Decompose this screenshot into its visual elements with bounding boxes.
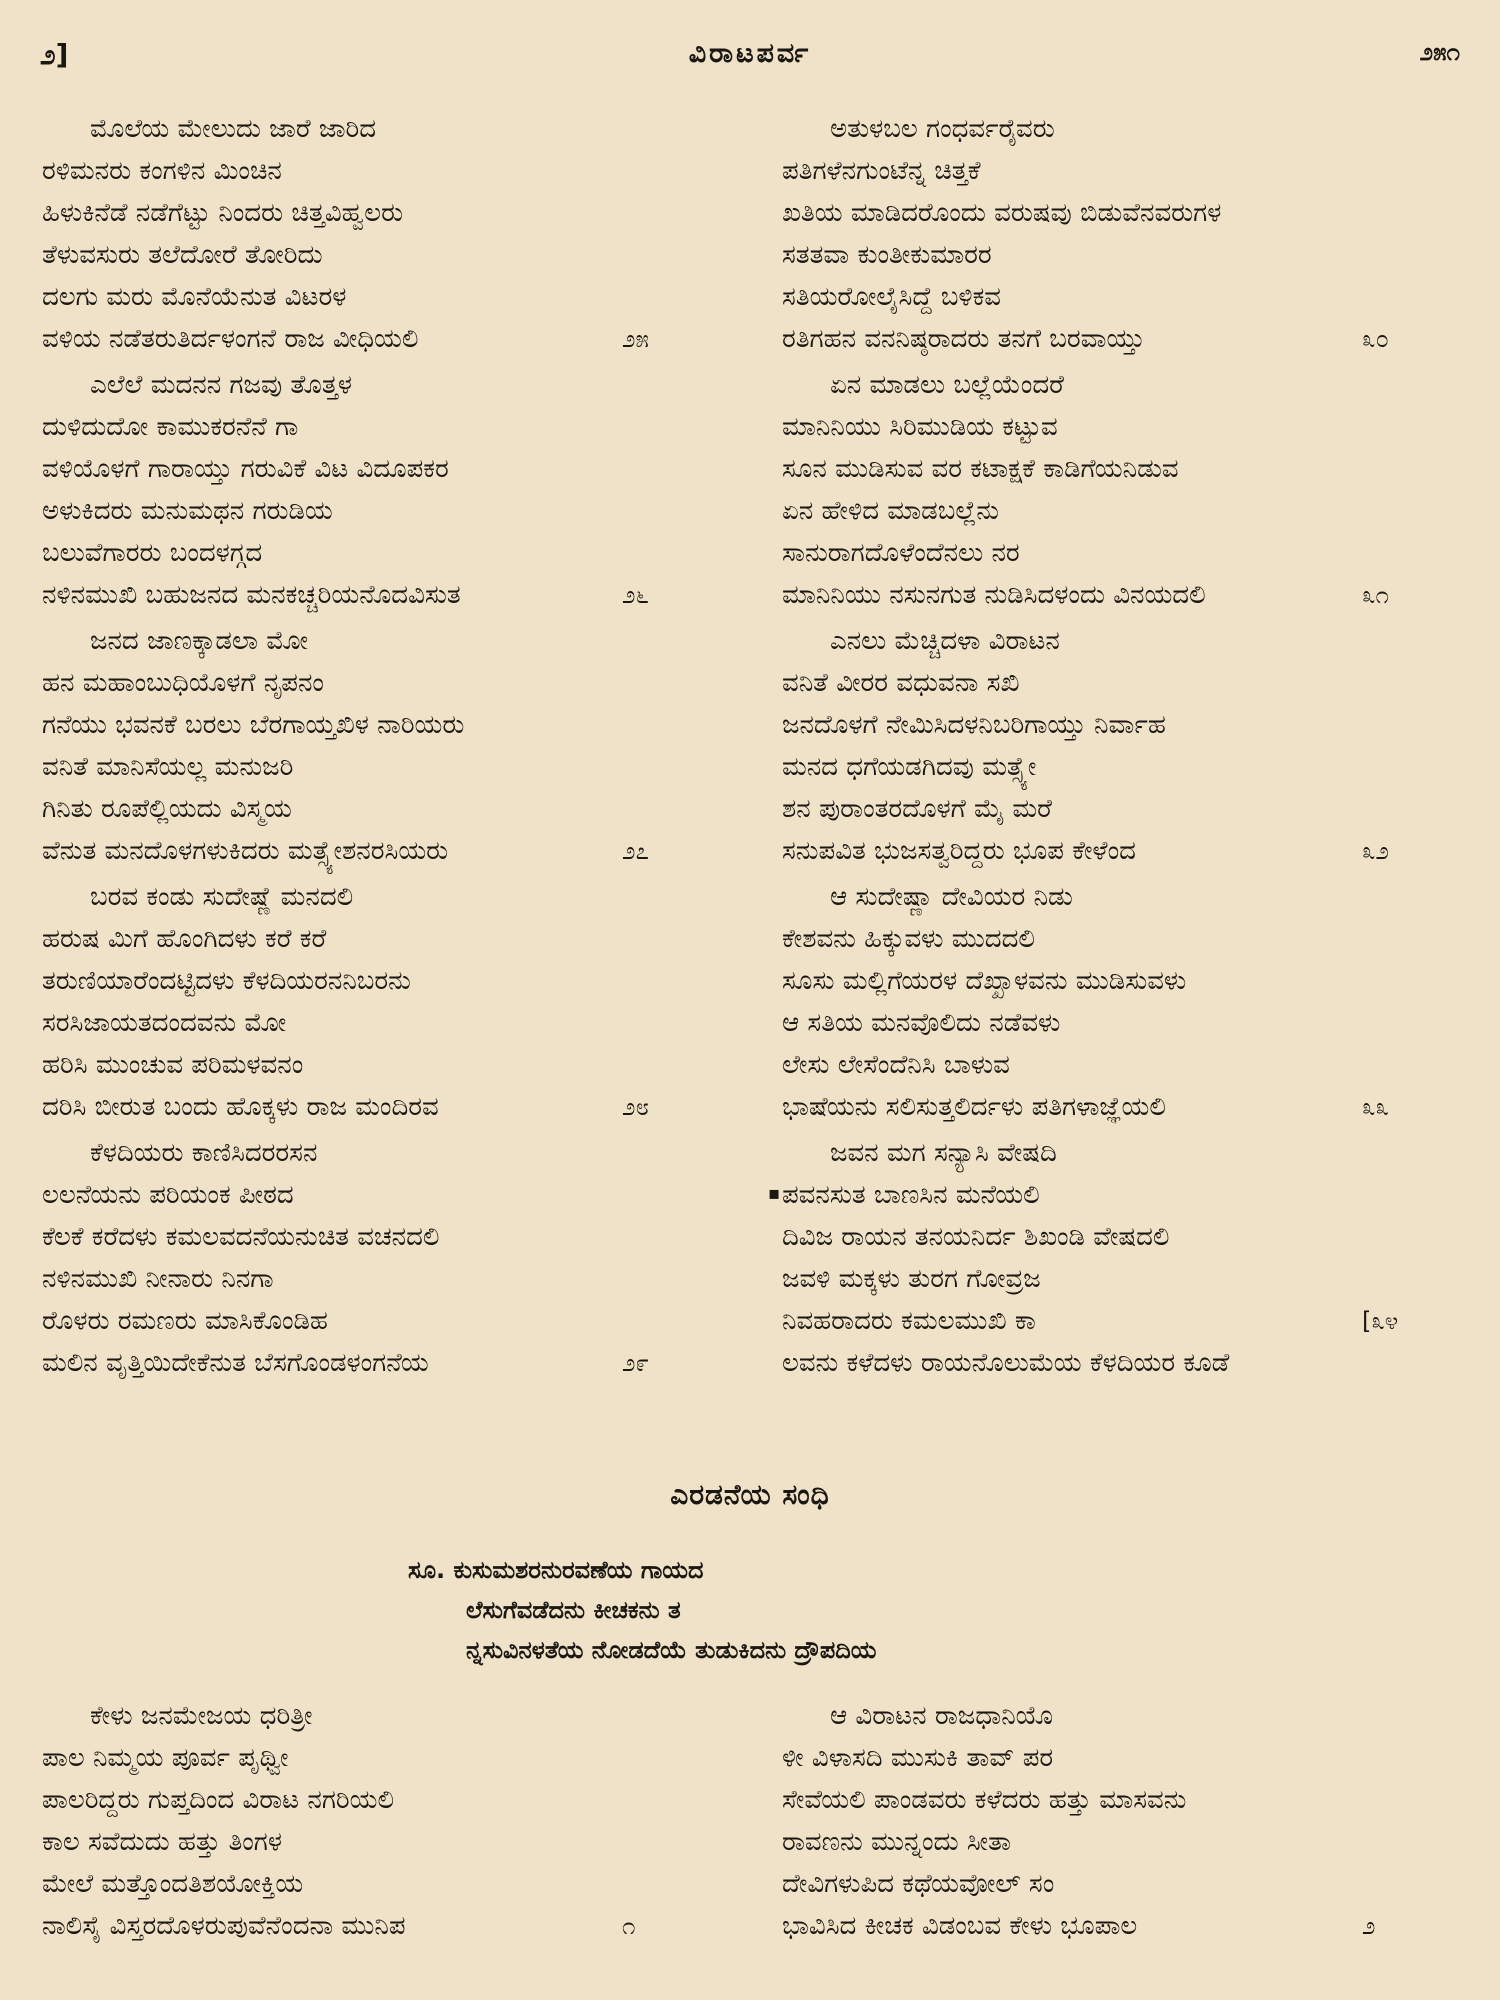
verse-text: ಬಲುವೆಗಾರರು ಬಂದಳಗ್ಗದ bbox=[42, 538, 263, 568]
verse-line bbox=[782, 1044, 1462, 1086]
verse-line bbox=[782, 108, 1462, 150]
verse-stanza bbox=[782, 876, 1462, 1128]
verse-text: ಪತಿಗಳೆನಗುಂಟೆನ್ನ ಚಿತ್ತಕೆ bbox=[782, 156, 981, 186]
verse-line bbox=[42, 1258, 722, 1300]
verse-line bbox=[782, 876, 1462, 918]
verse-line bbox=[782, 1695, 1462, 1737]
verse-line bbox=[42, 1821, 722, 1863]
verse-text: ಸೂಸು ಮಲ್ಲಿಗೆಯರಳ ದೆಖ್ಖಾಳವನು ಮುಡಿಸುವಳು bbox=[782, 966, 1187, 996]
verse-line bbox=[782, 532, 1462, 574]
verse-text: ನಳಿನಮುಖಿ ಬಹುಜನದ ಮನಕಚ್ಚರಿಯನೊದವಿಸುತ bbox=[42, 580, 461, 610]
verse-text: ರೊಳರು ರಮಣರು ಮಾಸಿಕೊಂಡಿಹ bbox=[42, 1306, 328, 1336]
verse-line bbox=[42, 318, 722, 360]
verse-line bbox=[782, 830, 1462, 872]
sutra-line: ಲೆಸುಗೆವಡೆದನು ಕೀಚಕನು ತ bbox=[466, 1596, 681, 1624]
verse-text: ಮಲಿನ ವೃತ್ತಿಯಿದೇಕೆನುತ ಬೆಸಗೊಂಡಳಂಗನೆಯ bbox=[42, 1348, 429, 1378]
verse-text: ಲೇಸು ಲೇಸೆಂದೆನಿಸಿ ಬಾಳುವ bbox=[782, 1050, 1010, 1080]
verse-line bbox=[782, 1300, 1462, 1342]
verse-line bbox=[782, 364, 1462, 406]
verse-text: ಲವನು ಕಳೆದಳು ರಾಯನೊಲುಮೆಯ ಕೆಳದಿಯರ ಕೂಡೆ bbox=[782, 1348, 1230, 1378]
verse-line bbox=[42, 490, 722, 532]
sutra-verse bbox=[408, 1550, 1168, 1670]
verse-text: ಅಳುಕಿದರು ಮನುಮಥನ ಗರುಡಿಯ bbox=[42, 496, 333, 526]
top-left-column bbox=[42, 108, 722, 1388]
verse-text: ಜವಳಿ ಮಕ್ಕಳು ತುರಗ ಗೋವ್ರಜ bbox=[782, 1264, 1041, 1294]
verse-text: ಮಾನಿನಿಯು ನಸುನಗುತ ನುಡಿಸಿದಳಂದು ವಿನಯದಲಿ bbox=[782, 580, 1206, 610]
verse-text: ಏನ ಹೇಳಿದ ಮಾಡಬಲ್ಲೆನು bbox=[782, 496, 1000, 526]
verse-stanza bbox=[782, 620, 1462, 872]
verse-line bbox=[782, 318, 1462, 360]
verse-line bbox=[782, 490, 1462, 532]
verse-line bbox=[782, 1258, 1462, 1300]
verse-text: ಸಾನುರಾಗದೊಳೆಂದೆನಲು ನರ bbox=[782, 538, 1020, 568]
verse-line bbox=[42, 276, 722, 318]
verse-text: ಎಲೆಲೆ ಮದನನ ಗಜವು ತೊತ್ತಳ bbox=[90, 370, 352, 400]
sandhi-title: ಎರಡನೆಯ ಸಂಧಿ bbox=[670, 1478, 830, 1511]
verse-stanza bbox=[782, 108, 1462, 360]
verse-number: [೩೪ bbox=[1362, 1307, 1399, 1335]
verse-text: ನಿವಹರಾದರು ಕಮಲಮುಖಿ ಕಾ bbox=[782, 1306, 1036, 1336]
verse-text: ಎನಲು ಮೆಚ್ಚಿದಳಾ ವಿರಾಟನ bbox=[830, 626, 1060, 656]
verse-stanza bbox=[42, 1132, 722, 1384]
verse-line bbox=[42, 574, 722, 616]
verse-stanza bbox=[782, 364, 1462, 616]
verse-line bbox=[42, 364, 722, 406]
verse-line bbox=[42, 532, 722, 574]
verse-text: ವನಿತೆ ಮಾನಿಸೆಯಲ್ಲ ಮನುಜರಿ bbox=[42, 752, 294, 782]
verse-line bbox=[782, 704, 1462, 746]
verse-line bbox=[42, 1863, 722, 1905]
verse-line bbox=[782, 960, 1462, 1002]
verse-number: ೨೭ bbox=[622, 837, 649, 865]
verse-line bbox=[782, 1086, 1462, 1128]
verse-line bbox=[782, 1821, 1462, 1863]
verse-text: ಜವನ ಮಗ ಸನ್ಯಾಸಿ ವೇಷದಿ bbox=[830, 1138, 1057, 1168]
verse-text: ಕೇಶವನು ಹಿಕ್ಕುವಳು ಮುದದಲಿ bbox=[782, 924, 1035, 954]
verse-line bbox=[782, 448, 1462, 490]
verse-text: ಸೇವೆಯಲಿ ಪಾಂಡವರು ಕಳೆದರು ಹತ್ತು ಮಾಸವನು bbox=[782, 1785, 1187, 1815]
verse-line bbox=[782, 662, 1462, 704]
verse-text: ದಿವಿಜ ರಾಯನ ತನಯನಿರ್ದ ಶಿಖಂಡಿ ವೇಷದಲಿ bbox=[782, 1222, 1170, 1252]
verse-line bbox=[42, 662, 722, 704]
sutra-line: ಸೂ. ಕುಸುಮಶರನುರವಣೆಯ ಗಾಯದ bbox=[408, 1556, 704, 1584]
verse-line bbox=[42, 1002, 722, 1044]
verse-text: ಮನದ ಧಗೆಯಡಗಿದವು ಮತ್ಸ್ಯೇ bbox=[782, 752, 1037, 782]
verse-line bbox=[782, 1905, 1462, 1947]
verse-text: ಕಾಲ ಸವೆದುದು ಹತ್ತು ತಿಂಗಳ bbox=[42, 1827, 282, 1857]
verse-text: ಆ ವಿರಾಟನ ರಾಜಧಾನಿಯೊ bbox=[830, 1701, 1054, 1731]
verse-text: ಗನೆಯು ಭವನಕೆ ಬರಲು ಬೆರಗಾಯ್ತಖಿಳ ನಾರಿಯರು bbox=[42, 710, 465, 740]
verse-line bbox=[782, 406, 1462, 448]
verse-line bbox=[42, 1216, 722, 1258]
verse-text: ಜನದೊಳಗೆ ನೇಮಿಸಿದಳನಿಬರಿಗಾಯ್ತು ನಿರ್ವಾಹ bbox=[782, 710, 1166, 740]
verse-text: ವಳಿಯ ನಡೆತರುತಿರ್ದಳಂಗನೆ ರಾಜ ವೀಧಿಯಲಿ bbox=[42, 324, 419, 354]
verse-text: ಕೆಳದಿಯರು ಕಾಣಿಸಿದರರಸನ bbox=[90, 1138, 318, 1168]
verse-text: ವಳಿಯೊಳಗೆ ಗಾರಾಯ್ತು ಗರುವಿಕೆ ವಿಟ ವಿದೂಪಕರ bbox=[42, 454, 449, 484]
verse-text: ಹರುಷ ಮಿಗೆ ಹೊಂಗಿದಳು ಕರೆ ಕರೆ bbox=[42, 924, 327, 954]
verse-text: ಅತುಳಬಲ ಗಂಧರ್ವರೈವರು bbox=[830, 114, 1055, 144]
verse-text: ಆ ಸತಿಯ ಮನವೊಲಿದು ನಡೆವಳು bbox=[782, 1008, 1061, 1038]
verse-text: ಖತಿಯ ಮಾಡಿದರೊಂದು ವರುಷವು ಬಿಡುವೆನವರುಗಳ bbox=[782, 198, 1222, 228]
verse-line bbox=[42, 1300, 722, 1342]
top-right-column bbox=[782, 108, 1462, 1388]
verse-line bbox=[42, 620, 722, 662]
verse-text: ಭಾವಿಸಿದ ಕೀಚಕ ವಿಡಂಬವ ಕೇಳು ಭೂಪಾಲ bbox=[782, 1911, 1138, 1941]
verse-line bbox=[42, 1086, 722, 1128]
verse-line bbox=[42, 876, 722, 918]
verse-text: ಹಿಳುಕಿನೆಡೆ ನಡೆಗೆಟ್ಟು ನಿಂದರು ಚಿತ್ತವಿಹ್ವಲರು bbox=[42, 198, 404, 228]
verse-text: ಹರಿಸಿ ಮುಂಚುವ ಪರಿಮಳವನಂ bbox=[42, 1050, 304, 1080]
page-number: ೨೫೧ bbox=[1419, 38, 1460, 66]
verse-line bbox=[42, 746, 722, 788]
verse-line bbox=[782, 788, 1462, 830]
verse-text: ಮೇಲೆ ಮತ್ತೊಂದತಿಶಯೋಕ್ತಿಯ bbox=[42, 1869, 304, 1899]
verse-text: ತರುಣಿಯಾರೆಂದಟ್ಟಿದಳು ಕೆಳದಿಯರನನಿಬರನು bbox=[42, 966, 411, 996]
verse-line bbox=[42, 788, 722, 830]
verse-number: ೩೧ bbox=[1362, 581, 1389, 609]
verse-text: ಸತಿಯರೋಲೈಸಿದ್ದೆ ಬಳಿಕವ bbox=[782, 282, 1001, 312]
verse-line bbox=[42, 918, 722, 960]
verse-stanza bbox=[42, 108, 722, 360]
verse-number: ೩೨ bbox=[1362, 837, 1389, 865]
verse-text: ಹನ ಮಹಾಂಬುಧಿಯೊಳಗೆ ನೃಪನಂ bbox=[42, 668, 324, 698]
verse-text: ಮೊಲೆಯ ಮೇಲುದು ಜಾರೆ ಜಾರಿದ bbox=[90, 114, 377, 144]
margin-mark: ▪ bbox=[768, 1183, 781, 1204]
verse-line bbox=[42, 1779, 722, 1821]
verse-line bbox=[42, 1132, 722, 1174]
verse-text: ದೇವಿಗಳುಪಿದ ಕಥೆಯವೋಲ್ ಸಂ bbox=[782, 1869, 1055, 1899]
verse-line bbox=[42, 108, 722, 150]
verse-stanza bbox=[42, 1695, 722, 1947]
verse-text: ರಾವಣನು ಮುನ್ನಂದು ಸೀತಾ bbox=[782, 1827, 1012, 1857]
verse-stanza bbox=[42, 620, 722, 872]
verse-line bbox=[42, 150, 722, 192]
verse-line bbox=[782, 746, 1462, 788]
verse-text: ದಲಗು ಮರು ಮೊನೆಯೆನುತ ವಿಟರಳ bbox=[42, 282, 347, 312]
verse-line bbox=[782, 150, 1462, 192]
verse-text: ಳೀ ವಿಳಾಸದಿ ಮುಸುಕಿ ತಾವ್ ಪರ bbox=[782, 1743, 1054, 1773]
verse-stanza bbox=[782, 1695, 1462, 1947]
verse-line bbox=[42, 234, 722, 276]
verse-text: ದರಿಸಿ ಬೀರುತ ಬಂದು ಹೊಕ್ಕಳು ರಾಜ ಮಂದಿರವ bbox=[42, 1092, 439, 1122]
verse-text: ಸೂನ ಮುಡಿಸುವ ವರ ಕಟಾಕ್ಷಕೆ ಕಾಡಿಗೆಯನಿಡುವ bbox=[782, 454, 1179, 484]
verse-line bbox=[42, 1342, 722, 1384]
verse-line bbox=[42, 1044, 722, 1086]
verse-line bbox=[42, 448, 722, 490]
verse-text: ಭಾಷೆಯನು ಸಲಿಸುತ್ತಲಿರ್ದಳು ಪತಿಗಳಾಜ್ಞೆಯಲಿ bbox=[782, 1092, 1166, 1122]
verse-number: ೨೮ bbox=[622, 1093, 649, 1121]
verse-text: ಕೆಲಕೆ ಕರೆದಳು ಕಮಲವದನೆಯನುಚಿತ ವಚನದಲಿ bbox=[42, 1222, 440, 1252]
verse-text: ಗಿನಿತು ರೂಪೆಲ್ಲಿಯದು ವಿಸ್ಮಯ bbox=[42, 794, 292, 824]
verse-text: ಸನುಪವಿತ ಭುಜಸತ್ವರಿದ್ದರು ಭೂಪ ಕೇಳೆಂದ bbox=[782, 836, 1136, 866]
verse-line bbox=[782, 1342, 1462, 1384]
verse-text: ಸರಸಿಜಾಯತದಂದವನು ಮೋ bbox=[42, 1008, 287, 1038]
verse-line bbox=[782, 1863, 1462, 1905]
verse-line bbox=[42, 406, 722, 448]
sutra-line: ನ್ನಸುವಿನಳತೆಯ ನೋಡದೆಯೆ ತುಡುಕಿದನು ದ್ರೌಪದಿಯ bbox=[466, 1636, 877, 1664]
verse-text: ಪಾಲ ನಿಮ್ಮಯ ಪೂರ್ವ ಪೃಥ್ವೀ bbox=[42, 1743, 289, 1773]
verse-text: ನಾಲಿಸೈ ವಿಸ್ತರದೊಳರುಪುವೆನೆಂದನಾ ಮುನಿಪ bbox=[42, 1911, 406, 1941]
verse-text: ಜನದ ಜಾಣಕ್ಕಾಡಲಾ ಮೋ bbox=[90, 626, 309, 656]
verse-text: ಸತತವಾ ಕುಂತೀಕುಮಾರರ bbox=[782, 240, 992, 270]
verse-stanza bbox=[42, 364, 722, 616]
verse-number: ೨೬ bbox=[622, 581, 649, 609]
page-header bbox=[40, 38, 1460, 78]
verse-text: ಬರವ ಕಂಡು ಸುದೇಷ್ಣೆ ಮನದಲಿ bbox=[90, 882, 354, 912]
section-heading bbox=[0, 1478, 1500, 1540]
verse-text: ತೆಳುವಸುರು ತಲೆದೋರೆ ತೋರಿದು bbox=[42, 240, 323, 270]
verse-line bbox=[782, 1132, 1462, 1174]
chapter-marker: ೨] bbox=[40, 38, 69, 71]
verse-line bbox=[782, 192, 1462, 234]
verse-number: ೨ bbox=[1362, 1912, 1376, 1940]
verse-text: ಮಾನಿನಿಯು ಸಿರಿಮುಡಿಯ ಕಟ್ಟುವ bbox=[782, 412, 1058, 442]
verse-text: ಲಲನೆಯನು ಪರಿಯಂಕ ಪೀಠದ bbox=[42, 1180, 294, 1210]
verse-line bbox=[782, 918, 1462, 960]
verse-text: ಆ ಸುದೇಷ್ಣಾ ದೇವಿಯರ ನಿಡು bbox=[830, 882, 1073, 912]
verse-text: ವೆನುತ ಮನದೊಳಗಳುಕಿದರು ಮತ್ಸ್ಯೇಶನರಸಿಯರು bbox=[42, 836, 449, 866]
verse-text: ನಳಿನಮುಖಿ ನೀನಾರು ನಿನಗಾ bbox=[42, 1264, 274, 1294]
verse-number: ೨೯ bbox=[622, 1349, 649, 1377]
verse-line bbox=[782, 276, 1462, 318]
bottom-left-column bbox=[42, 1695, 722, 1951]
verse-line bbox=[42, 1737, 722, 1779]
verse-line bbox=[782, 1002, 1462, 1044]
verse-stanza bbox=[42, 876, 722, 1128]
verse-line bbox=[782, 620, 1462, 662]
verse-line bbox=[782, 1216, 1462, 1258]
verse-number: ೨೫ bbox=[622, 325, 649, 353]
verse-text: ಶನ ಪುರಾಂತರದೊಳಗೆ ಮೈ ಮರೆ bbox=[782, 794, 1052, 824]
verse-line bbox=[42, 1695, 722, 1737]
verse-text: ದುಳಿದುದೋ ಕಾಮುಕರನೆನೆ ಗಾ bbox=[42, 412, 299, 442]
verse-number: ೧ bbox=[622, 1912, 636, 1940]
verse-line bbox=[782, 1779, 1462, 1821]
verse-text: ರತಿಗಹನ ವನನಿಷ್ಠರಾದರು ತನಗೆ ಬರವಾಯ್ತು bbox=[782, 324, 1145, 354]
verse-line bbox=[42, 1174, 722, 1216]
verse-text: ಕೇಳು ಜನಮೇಜಯ ಧರಿತ್ರೀ bbox=[90, 1701, 313, 1731]
verse-text: ವನಿತೆ ವೀರರ ವಧುವನಾ ಸಖಿ bbox=[782, 668, 1020, 698]
verse-text: ರಳಿಮನರು ಕಂಗಳಿನ ಮಿಂಚಿನ bbox=[42, 156, 282, 186]
verse-line bbox=[42, 830, 722, 872]
bottom-right-column bbox=[782, 1695, 1462, 1951]
verse-stanza bbox=[782, 1132, 1462, 1384]
verse-number: ೩೩ bbox=[1362, 1093, 1389, 1121]
verse-text: ಏನ ಮಾಡಲು ಬಲ್ಲೆಯೆಂದರೆ bbox=[830, 370, 1064, 400]
verse-line bbox=[42, 1905, 722, 1947]
verse-number: ೩೦ bbox=[1362, 325, 1389, 353]
verse-line bbox=[42, 960, 722, 1002]
verse-line bbox=[42, 704, 722, 746]
verse-text: ಪವನಸುತ ಬಾಣಸಿನ ಮನೆಯಲಿ bbox=[782, 1180, 1040, 1210]
verse-line bbox=[782, 1737, 1462, 1779]
running-title: ವಿರಾಟಪರ್ವ bbox=[688, 38, 812, 69]
verse-text: ಪಾಲರಿದ್ದರು ಗುಪ್ತದಿಂದ ವಿರಾಟ ನಗರಿಯಲಿ bbox=[42, 1785, 395, 1815]
verse-line bbox=[782, 234, 1462, 276]
verse-line bbox=[782, 1174, 1462, 1216]
verse-line bbox=[782, 574, 1462, 616]
verse-line bbox=[42, 192, 722, 234]
